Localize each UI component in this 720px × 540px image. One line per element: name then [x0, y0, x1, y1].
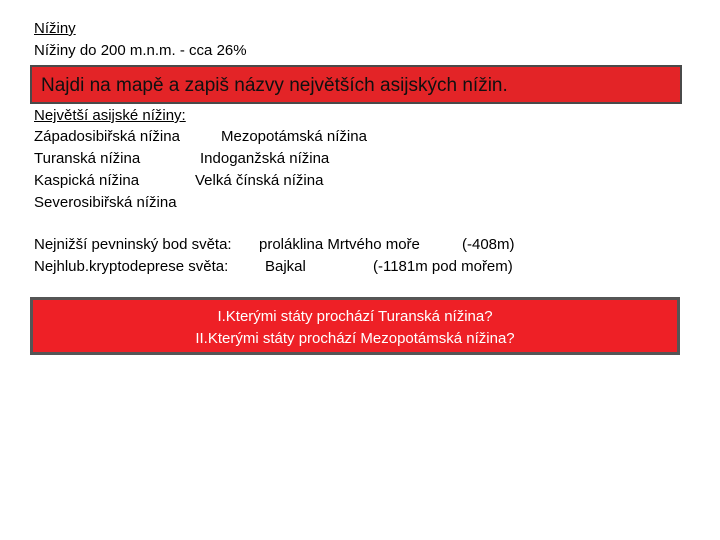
question-1: I.Kterými státy prochází Turanská nížina? — [217, 308, 493, 325]
page-subtitle: Nížiny do 200 m.n.m. - cca 26% — [34, 42, 247, 59]
lowest-point-label: Nejnižší pevninský bod světa: — [34, 236, 232, 253]
cryptodepression-label: Nejhlub.kryptodeprese světa: — [34, 258, 229, 275]
question-2: II.Kterými státy prochází Mezopotámská nížina? — [195, 330, 515, 347]
cryptodepression-value: (-1181m pod mořem) — [373, 258, 513, 275]
lowland-item: Severosibiřská nížina — [34, 194, 177, 211]
cryptodepression-place: Bajkal — [265, 258, 306, 275]
lowland-item: Velká čínská nížina — [195, 172, 324, 189]
lowland-item: Turanská nížina — [34, 150, 141, 167]
lowland-item: Mezopotámská nížina — [221, 128, 367, 145]
lowlands-header: Největší asijské nížiny: — [34, 107, 186, 124]
questions-banner — [30, 297, 680, 355]
lowland-item: Kaspická nížina — [34, 172, 140, 189]
lowest-point-value: (-408m) — [462, 236, 515, 253]
lowland-item: Západosibiřská nížina — [34, 128, 180, 145]
page-title: Nížiny — [34, 20, 76, 37]
task-banner-text: Najdi na mapě a zapiš názvy největších asijských nížin. — [41, 75, 508, 96]
lowest-point-place: proláklina Mrtvého moře — [259, 236, 420, 253]
task-banner — [30, 65, 682, 104]
lowland-item: Indoganžská nížina — [200, 150, 330, 167]
